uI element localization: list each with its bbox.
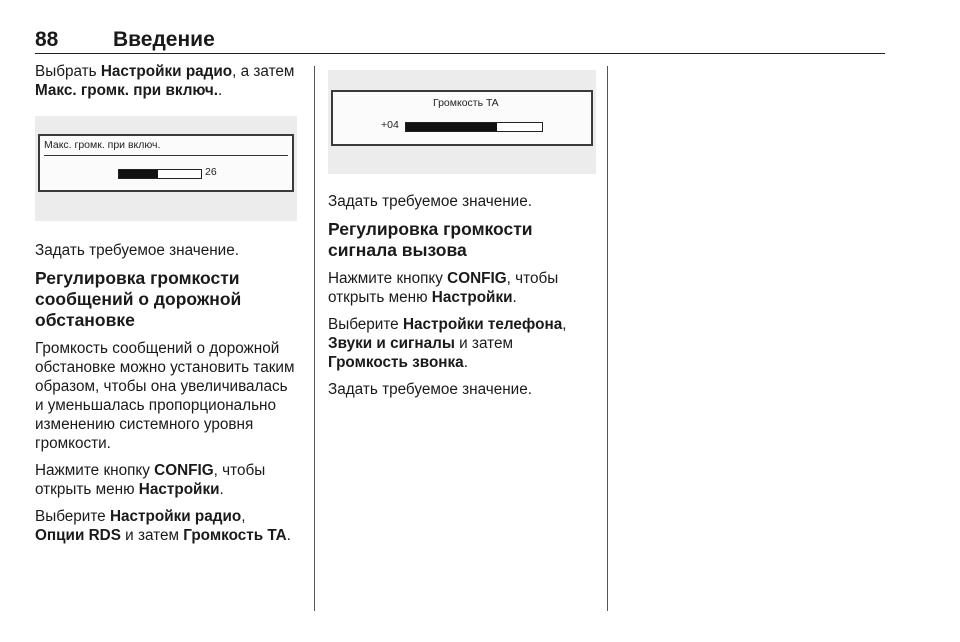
display-frame	[331, 90, 593, 146]
column-divider-right	[607, 66, 608, 611]
select-path-paragraph: Выберите Настройки телефона, Звуки и сигналы и затем Громкость звонка.	[328, 316, 567, 371]
column-left	[35, 62, 297, 553]
settings-menu-ref: Настройки	[138, 481, 220, 498]
intro-paragraph: Выбрать Настройки радио, а затем Макс. громк. при включ..	[35, 63, 295, 99]
display-frame	[38, 134, 294, 192]
display-underline	[44, 155, 288, 156]
page-header	[35, 28, 885, 54]
press-config-paragraph: Нажмите кнопку CONFIG, чтобы открыть меню Настройки.	[35, 462, 266, 498]
set-value-text-2: Задать требуемое значение.	[328, 381, 532, 398]
menu-path-max-volume: Макс. громк. при включ.	[35, 82, 219, 99]
display-label: Громкость TA	[433, 97, 499, 109]
volume-bar	[405, 122, 543, 132]
settings-menu-ref: Настройки	[431, 289, 513, 306]
column-divider-left	[314, 66, 315, 611]
volume-value: 26	[205, 166, 217, 178]
chapter-title: Введение	[113, 28, 215, 51]
volume-bar	[118, 169, 202, 179]
menu-path-radio-settings: Настройки радио	[100, 63, 233, 80]
set-value-text: Задать требуемое значение.	[35, 242, 239, 259]
volume-bar-fill	[119, 170, 158, 178]
config-button-ref: CONFIG	[154, 462, 214, 479]
press-config-paragraph: Нажмите кнопку CONFIG, чтобы открыть меню Настройки.	[328, 270, 559, 306]
display-screenshot-max-volume	[35, 116, 297, 221]
section-heading-traffic-volume: Регулировка громкости сообщений о дорожной обстановке	[35, 268, 242, 330]
body-paragraph: Громкость сообщений о дорожной обстановке можно установить таким образом, чтобы она увеличивалась и уменьшалась пропорционально изменению системного уровня громкости.	[35, 340, 295, 452]
column-middle	[328, 62, 596, 407]
section-heading-ring-volume: Регулировка громкости сигнала вызова	[328, 219, 533, 260]
volume-value: +04	[381, 119, 399, 131]
config-button-ref: CONFIG	[447, 270, 507, 287]
volume-bar-fill	[406, 123, 497, 131]
page-number: 88	[35, 28, 59, 51]
set-value-text: Задать требуемое значение.	[328, 193, 532, 210]
display-screenshot-ta-volume	[328, 70, 596, 174]
select-path-paragraph: Выберите Настройки радио, Опции RDS и затем Громкость TA.	[35, 508, 291, 544]
display-label: Макс. громк. при включ.	[44, 139, 161, 151]
